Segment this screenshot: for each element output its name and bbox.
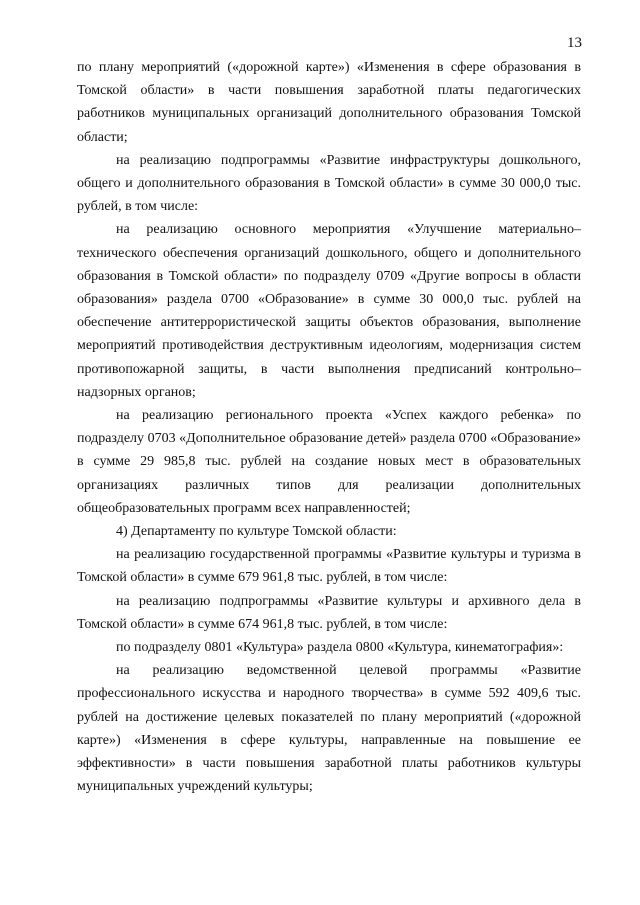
document-body [77, 56, 581, 799]
paragraph-professional-art-program: на реализацию ведомственной целевой программы «Развитие профессионального искусства и народного творчества» в сумме 592 409,6 тыс. рублей на достижение целевых показателей по плану мероприятий («дорожной карте») «Изменения в сфере культуры, направленные на повышение ее эффективности» в части повышения заработной платы работников культуры муниципальных учреждений культуры; [77, 663, 581, 795]
page-number: 13 [567, 35, 582, 51]
paragraph-culture-department: 4) Департаменту по культуре Томской области: [116, 524, 397, 540]
paragraph-culture-subprogram: на реализацию подпрограммы «Развитие культуры и архивного дела в Томской области» в сумме 674 961,8 тыс. рублей, в том числе: [77, 593, 581, 632]
paragraph-culture-program: на реализацию государственной программы «Развитие культуры и туризма в Томской области» в сумме 679 961,8 тыс. рублей, в том числе: [77, 547, 581, 586]
paragraph-infrastructure-subprogram: на реализацию подпрограммы «Развитие инфраструктуры дошкольного, общего и дополнительного образования в Томской области» в сумме 30 000,0 тыс. рублей, в том числе: [77, 152, 581, 215]
paragraph-continuation: по плану мероприятий («дорожной карте») «Изменения в сфере образования в Томской области» в части повышения заработной платы педагогических работников муниципальных организаций дополнительного образования Томской области; [77, 60, 581, 145]
paragraph-subsection-0801: по подразделу 0801 «Культура» раздела 0800 «Культура, кинематография»: [116, 640, 564, 656]
paragraph-material-technical-support: на реализацию основного мероприятия «Улучшение материально–технического обеспечения организаций дошкольного, общего и дополнительного образования в Томской области» по подразделу 0709 «Другие вопросы в области образования» раздела 0700 «Образование» в сумме 30 000,0 тыс. рублей на обеспечение антитеррористической защиты объектов образования, выполнение мероприятий противодействия деструктивным идеологиям, модернизация систем противопожарной защиты, в части выполнения предписаний контрольно–надзорных органов; [77, 222, 581, 400]
paragraph-child-success-project: на реализацию регионального проекта «Успех каждого ребенка» по подразделу 0703 «Дополнительное образование детей» раздела 0700 «Образование» в сумме 29 985,8 тыс. рублей на создание новых мест в образовательных организациях различных типов для реализации дополнительных общеобразовательных программ всех направленностей; [77, 408, 581, 516]
